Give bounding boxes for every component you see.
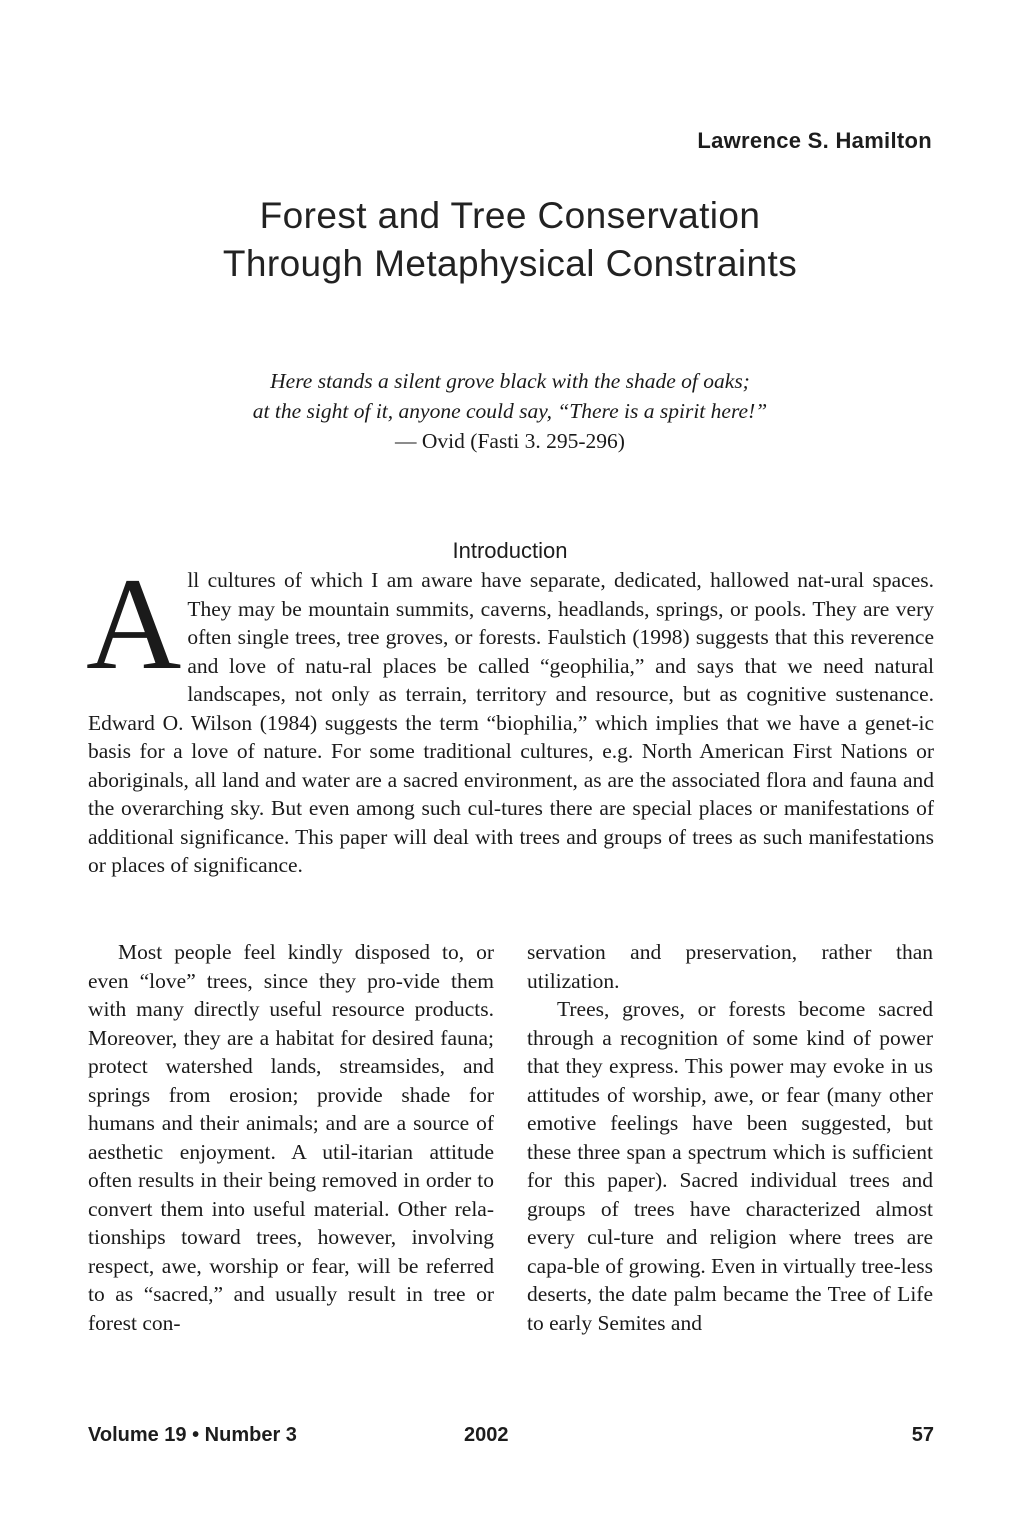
section-heading-introduction: Introduction: [452, 538, 568, 563]
epigraph-citation: — Ovid (Fasti 3. 295-296): [395, 429, 625, 453]
author-name: Lawrence S. Hamilton: [697, 128, 932, 153]
article-title: [90, 192, 930, 288]
right-column-paragraph-2: Trees, groves, or forests become sacred through a recognition of some kind of power that they express. This power may evoke in us attitudes of worship, awe, or fear (many other emotive feelings have been suggested, but these three span a spectrum which is sufficient for this paper). Sacred individual trees and groups of trees have characterized almost every cul-ture and religion where trees are capa-ble of growing. Even in virtually tree-less deserts, the date palm became the Tree of Life to early Semites and: [527, 997, 933, 1335]
left-column-paragraph: Most people feel kindly disposed to, or even “love” trees, since they pro-vide them with many directly useful resource products. Moreover, they are a habitat for desired fauna; protect watershed lands, streamsides, and springs from erosion; provide shade for humans and their animals; and are a source of aesthetic enjoyment. A util-itarian attitude often results in their being removed in order to convert them into useful material. Other rela-tionships toward trees, however, involving respect, awe, worship or fear, will be referred to as “sacred,” and usually result in tree or forest con-: [88, 940, 494, 1335]
drop-cap: A: [86, 550, 182, 697]
title-line-1: Forest and Tree Conservation: [259, 195, 761, 236]
footer-year: 2002: [464, 1424, 509, 1446]
epigraph: [90, 366, 930, 456]
intro-paragraph-text: ll cultures of which I am aware have separate, dedicated, hallowed nat-ural spaces. They may be mountain summits, caverns, headlands, springs, or pools. They are very often single trees, tree groves, or forests. Faulstich (1998) suggests that this reverence and love of natu-ral places be called “geophilia,” and says that we need natural landscapes, not only as terrain, territory and resource, but as cognitive sustenance. Edward O. Wilson (1984) suggests the term “biophilia,” which implies that we have a genet-ic basis for a love of nature. For some traditional cultures, e.g. North American First Nations or aboriginals, all land and water are a sacred environment, as are the associated flora and fauna and the overarching sky. But even among such cul-tures there are special places or manifestations of additional significance. This paper will deal with trees and groups of trees as such manifestations or places of significance.: [88, 568, 934, 877]
epigraph-line-1: Here stands a silent grove black with the shade of oaks;: [270, 369, 750, 393]
epigraph-line-2: at the sight of it, anyone could say, “There is a spirit here!”: [252, 399, 768, 423]
footer-volume: Volume 19 • Number 3: [88, 1424, 297, 1446]
right-column: [527, 938, 933, 1398]
footer-page-number: 57: [911, 1424, 934, 1446]
left-column: [88, 938, 494, 1398]
right-column-paragraph-1: servation and preservation, rather than utilization.: [527, 940, 933, 993]
page-footer: [88, 1424, 934, 1454]
title-line-2: Through Metaphysical Constraints: [222, 243, 798, 284]
